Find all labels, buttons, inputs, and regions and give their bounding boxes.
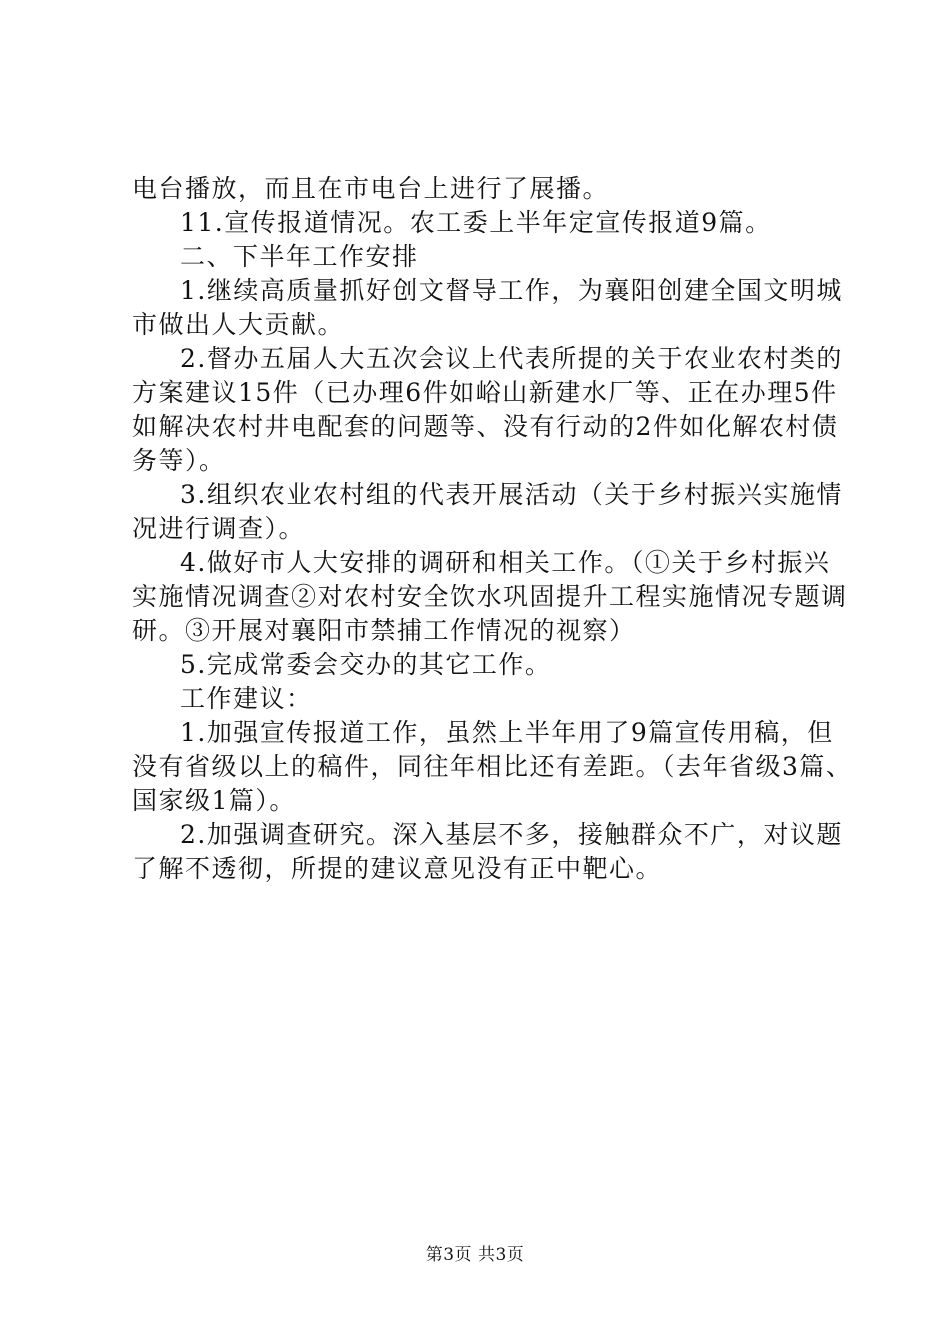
body-line: 况进行调查）。 <box>132 514 306 543</box>
body-line: 如解决农村井电配套的问题等、没有行动的2件如化解农村债 <box>132 412 839 441</box>
body-line: 方案建议15件（已办理6件如峪山新建水厂等、正在办理5件 <box>132 378 838 407</box>
body-line: 了解不透彻，所提的建议意见没有正中靶心。 <box>132 854 663 883</box>
body-line: 1.继续高质量抓好创文督导工作，为襄阳创建全国文明城 <box>180 276 843 305</box>
body-line: 5.完成常委会交办的其它工作。 <box>180 650 552 679</box>
page-number-footer: 第3页 共3页 <box>425 1245 525 1265</box>
body-line: 11.宣传报道情况。农工委上半年定宣传报道9篇。 <box>180 208 772 237</box>
body-line: 2.加强调查研究。深入基层不多，接触群众不广，对议题 <box>180 820 843 849</box>
body-line: 电台播放，而且在市电台上进行了展播。 <box>132 174 610 203</box>
body-line: 1.加强宣传报道工作，虽然上半年用了9篇宣传用稿，但 <box>180 718 834 747</box>
body-line: 务等）。 <box>132 446 226 475</box>
body-line: 研。③开展对襄阳市禁捕工作情况的视察） <box>132 616 636 645</box>
body-line: 2.督办五届人大五次会议上代表所提的关于农业农村类的 <box>180 344 843 373</box>
body-line: 4.做好市人大安排的调研和相关工作。（①关于乡村振兴 <box>180 548 831 577</box>
document-body <box>132 172 853 886</box>
body-line: 3.组织农业农村组的代表开展活动（关于乡村振兴实施情 <box>180 480 843 509</box>
section-heading: 二、下半年工作安排 <box>180 242 419 271</box>
body-line: 没有省级以上的稿件，同往年相比还有差距。（去年省级3篇、 <box>132 752 853 781</box>
body-line: 实施情况调查②对农村安全饮水巩固提升工程实施情况专题调 <box>132 582 848 611</box>
body-line: 国家级1篇）。 <box>132 786 296 815</box>
section-heading: 工作建议： <box>180 684 313 713</box>
body-line: 市做出人大贡献。 <box>132 310 345 339</box>
